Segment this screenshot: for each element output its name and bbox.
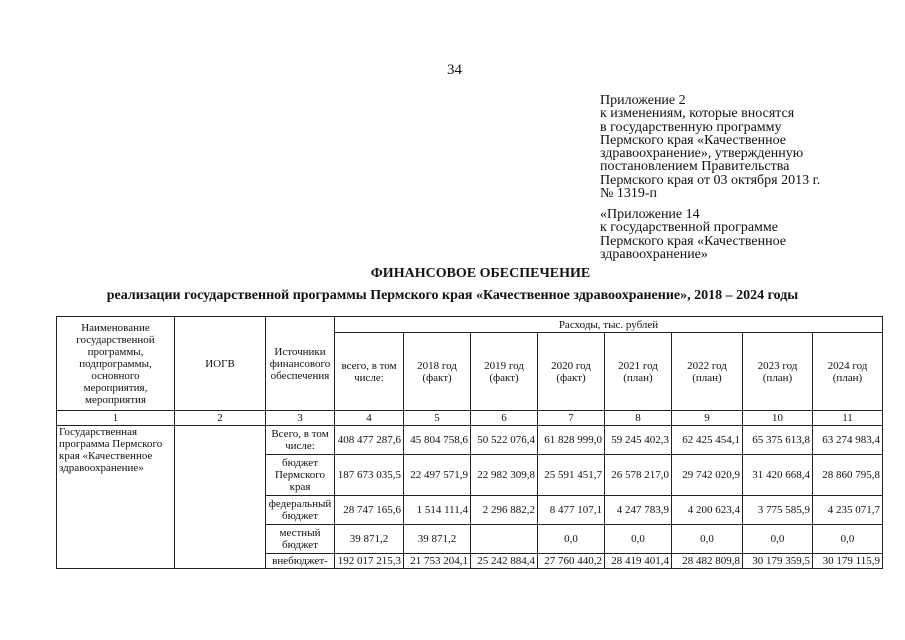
- appendix-2-line: к изменениям, которые вносятся: [600, 106, 795, 122]
- header-year: 2018 год (факт): [404, 333, 471, 411]
- column-number: 2: [175, 411, 266, 426]
- value-cell: 31 420 668,4: [743, 455, 813, 496]
- value-cell: 25 242 884,4: [471, 554, 538, 569]
- header-iogv: ИОГВ: [175, 317, 266, 411]
- value-cell: 0,0: [743, 525, 813, 554]
- financing-table: [56, 316, 883, 569]
- source-cell: федеральный бюджет: [266, 496, 335, 525]
- value-cell: 30 179 359,5: [743, 554, 813, 569]
- column-number: 8: [605, 411, 672, 426]
- program-name-cell: Государственная программа Пермского края «Качественное здравоохранение»: [57, 426, 175, 569]
- value-cell: 59 245 402,3: [605, 426, 672, 455]
- appendix-14-block: [600, 208, 860, 261]
- header-year: 2023 год (план): [743, 333, 813, 411]
- value-cell: 25 591 451,7: [538, 455, 605, 496]
- value-cell: 408 477 287,6: [335, 426, 404, 455]
- source-cell: бюджет Пермского края: [266, 455, 335, 496]
- value-cell: 1 514 111,4: [404, 496, 471, 525]
- value-cell: 27 760 440,2: [538, 554, 605, 569]
- column-number: 1: [57, 411, 175, 426]
- column-number: 10: [743, 411, 813, 426]
- value-cell: 62 425 454,1: [672, 426, 743, 455]
- column-number: 9: [672, 411, 743, 426]
- source-cell: местный бюджет: [266, 525, 335, 554]
- value-cell: 192 017 215,3: [335, 554, 404, 569]
- table-row: [57, 426, 883, 455]
- iogv-cell: [175, 426, 266, 569]
- appendix-14-line: Пермского края «Качественное: [600, 233, 786, 249]
- source-cell: внебюджет-: [266, 554, 335, 569]
- appendix-2-block: [600, 94, 860, 200]
- appendix-2-line: Приложение 2: [600, 93, 686, 108]
- document-subtitle: реализации государственной программы Пермского края «Качественное здравоохранение», 2018 – 2024 годы: [106, 288, 799, 303]
- value-cell: 0,0: [672, 525, 743, 554]
- value-cell: 30 179 115,9: [813, 554, 883, 569]
- value-cell: 4 247 783,9: [605, 496, 672, 525]
- header-year: 2019 год (факт): [471, 333, 538, 411]
- appendix-14-line: «Приложение 14: [600, 207, 700, 222]
- appendix-2-line: Пермского края «Качественное: [600, 132, 786, 148]
- value-cell: 28 482 809,8: [672, 554, 743, 569]
- value-cell: 22 982 309,8: [471, 455, 538, 496]
- value-cell: 28 747 165,6: [335, 496, 404, 525]
- column-number: 11: [813, 411, 883, 426]
- value-cell: 45 804 758,6: [404, 426, 471, 455]
- column-number: 7: [538, 411, 605, 426]
- value-cell: 2 296 882,2: [471, 496, 538, 525]
- value-cell: 21 753 204,1: [404, 554, 471, 569]
- header-sources: Источники финансового обеспечения: [266, 317, 335, 411]
- value-cell: 0,0: [605, 525, 672, 554]
- header-year: 2024 год (план): [813, 333, 883, 411]
- value-cell: 28 860 795,8: [813, 455, 883, 496]
- header-year: 2022 год (план): [672, 333, 743, 411]
- value-cell: 3 775 585,9: [743, 496, 813, 525]
- appendix-14-line: здравоохранение»: [600, 246, 708, 262]
- header-year: 2020 год (факт): [538, 333, 605, 411]
- appendix-2-line: постановлением Правительства: [600, 159, 790, 175]
- header-year: 2021 год (план): [605, 333, 672, 411]
- value-cell: 4 235 071,7: [813, 496, 883, 525]
- column-number: 4: [335, 411, 404, 426]
- appendix-2-line: Пермского края от 03 октября 2013 г.: [600, 172, 821, 188]
- document-title: ФИНАНСОВОЕ ОБЕСПЕЧЕНИЕ: [370, 266, 591, 281]
- appendix-2-line: № 1319-п: [600, 186, 658, 202]
- value-cell: 39 871,2: [335, 525, 404, 554]
- column-number: 3: [266, 411, 335, 426]
- appendix-2-line: здравоохранение», утвержденную: [600, 146, 804, 162]
- value-cell: 29 742 020,9: [672, 455, 743, 496]
- column-number-row: [57, 411, 883, 426]
- value-cell: 26 578 217,0: [605, 455, 672, 496]
- value-cell: 8 477 107,1: [538, 496, 605, 525]
- value-cell: 63 274 983,4: [813, 426, 883, 455]
- page-number: 34: [447, 62, 462, 78]
- appendix-14-line: к государственной программе: [600, 220, 778, 236]
- value-cell: 61 828 999,0: [538, 426, 605, 455]
- column-number: 5: [404, 411, 471, 426]
- value-cell: 65 375 613,8: [743, 426, 813, 455]
- header-year: всего, в том числе:: [335, 333, 404, 411]
- value-cell: 4 200 623,4: [672, 496, 743, 525]
- value-cell: 0,0: [538, 525, 605, 554]
- source-cell: Всего, в том числе:: [266, 426, 335, 455]
- header-name: Наименование государственной программы, подпрограммы, основного мероприятия, мероприятия: [57, 317, 175, 411]
- column-number: 6: [471, 411, 538, 426]
- value-cell: 187 673 035,5: [335, 455, 404, 496]
- appendix-2-line: в государственную программу: [600, 119, 782, 135]
- value-cell: 50 522 076,4: [471, 426, 538, 455]
- value-cell: 22 497 571,9: [404, 455, 471, 496]
- value-cell: 39 871,2: [404, 525, 471, 554]
- header-expenses: Расходы, тыс. рублей: [335, 317, 883, 333]
- value-cell: [471, 525, 538, 554]
- value-cell: 0,0: [813, 525, 883, 554]
- value-cell: 28 419 401,4: [605, 554, 672, 569]
